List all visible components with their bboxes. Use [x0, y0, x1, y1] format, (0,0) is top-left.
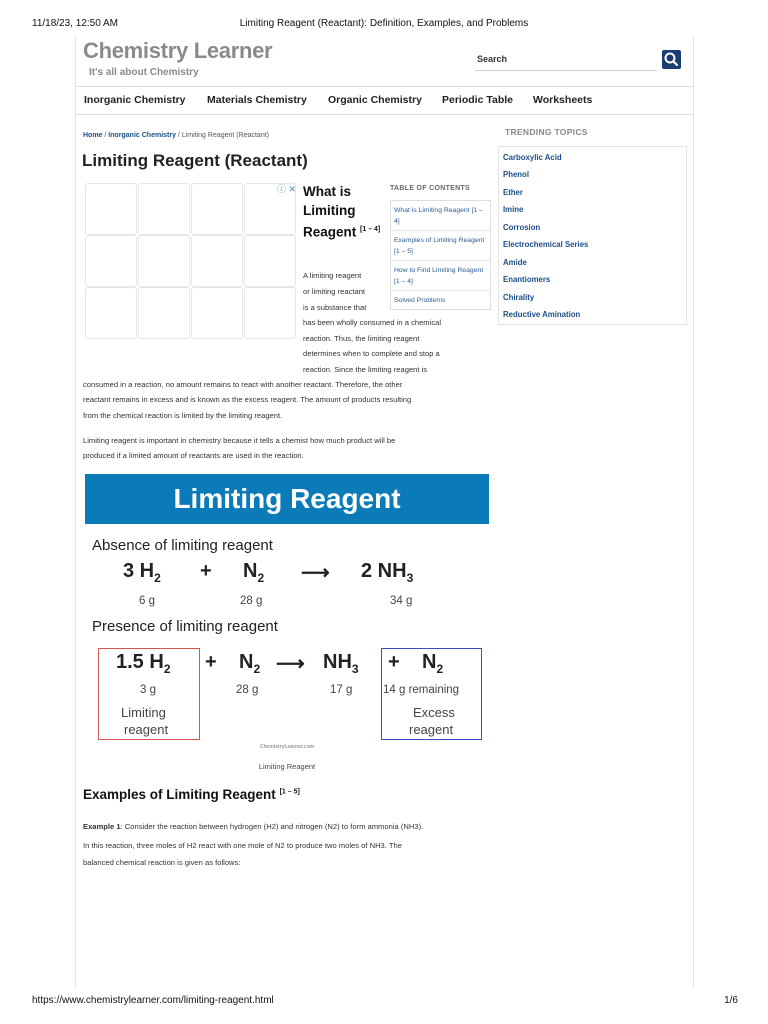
paragraph-line: has been wholly consumed in a chemical: [303, 318, 442, 327]
paragraph-line: determines when to complete and stop a: [303, 349, 440, 358]
eq2-excess: $N_2$: [422, 651, 444, 676]
paragraph-line: produced if a limited amount of reactants are used in the reaction.: [83, 451, 304, 460]
breadcrumb-home[interactable]: Home: [83, 132, 103, 139]
breadcrumb-separator: /: [102, 132, 109, 139]
section-heading-ref: [1 – 5]: [279, 788, 300, 796]
main-nav: [76, 86, 693, 115]
toc-item-what-is[interactable]: What is Limiting Reagent [1 – 4]: [391, 201, 490, 231]
section-heading-examples: [83, 787, 300, 802]
example-text: : Consider the reaction between hydrogen (H2) and nitrogen (N2) to form ammonia (NH3).: [120, 822, 424, 831]
sidebar-item-reductive-amination[interactable]: Reductive Amination: [503, 310, 581, 319]
search-input[interactable]: Search: [477, 54, 508, 64]
nav-item-materials-chemistry[interactable]: Materials Chemistry: [207, 94, 307, 106]
example-1-line: In this reaction, three moles of H2 react with one mole of N2 to produce two moles of NH3. The: [83, 841, 402, 850]
ad-tile: [138, 287, 190, 339]
eq1-mass-n2: 28 g: [240, 595, 263, 607]
search-icon: [662, 50, 681, 69]
trending-topics-list: [498, 146, 687, 325]
figure-caption: Limiting Reagent: [258, 762, 316, 771]
eq2-arrow: ⟶: [276, 653, 305, 675]
print-header: [0, 18, 768, 32]
section-heading-what-is: [303, 182, 393, 242]
eq2-plus-2: +: [388, 651, 400, 673]
eq1-arrow: ⟶: [301, 562, 330, 584]
eq2-reactant2: $N_2$: [239, 651, 261, 676]
print-datetime: 11/18/23, 12:50 AM: [32, 18, 118, 29]
search-underline: [475, 70, 657, 71]
print-url: https://www.chemistrylearner.com/limiting-reagent.html: [32, 995, 274, 1006]
sidebar-item-corrosion[interactable]: Corrosion: [503, 223, 541, 232]
toc-title: TABLE OF CONTENTS: [390, 185, 471, 192]
toc-item-examples[interactable]: Examples of Limiting Reagent [1 – 5]: [391, 231, 490, 261]
figure-watermark: ChemistryLearner.com: [260, 744, 315, 750]
print-page-number: 1/6: [724, 995, 738, 1006]
ad-tile: [138, 235, 190, 287]
paragraph-line: is a substance that: [303, 303, 367, 312]
ad-choices-icons[interactable]: [277, 182, 296, 195]
excess-label: reagent: [409, 722, 454, 737]
nav-item-worksheets[interactable]: Worksheets: [533, 94, 593, 106]
limiting-label: Limiting: [121, 705, 166, 720]
excess-label: Excess: [413, 705, 455, 720]
eq2-mass-nh3: 17 g: [330, 684, 353, 696]
eq1-reactant1: 3 $H_2$: [123, 560, 161, 585]
ad-tile: [244, 235, 296, 287]
ad-tile: [191, 287, 243, 339]
absence-heading: Absence of limiting reagent: [92, 537, 273, 554]
limiting-reagent-figure: [85, 474, 489, 756]
ad-tile: [85, 235, 137, 287]
print-doc-title: Limiting Reagent (Reactant): Definition, Examples, and Problems: [239, 18, 529, 29]
ad-tile: [191, 235, 243, 287]
paragraph-line: consumed in a reaction, no amount remains to react with another reactant. Therefore, the other: [83, 380, 403, 389]
nav-item-inorganic-chemistry[interactable]: Inorganic Chemistry: [84, 94, 186, 106]
presence-heading: Presence of limiting reagent: [92, 618, 278, 635]
ad-tile: [191, 183, 243, 235]
paragraph-line: Limiting reagent is important in chemistry because it tells a chemist how much product will be: [83, 436, 396, 445]
page-title: Limiting Reagent (Reactant): [82, 151, 308, 170]
eq2-mass-h2: 3 g: [140, 684, 156, 696]
sidebar-item-electrochemical-series[interactable]: Electrochemical Series: [503, 240, 589, 249]
paragraph-line: A limiting reagent: [303, 271, 362, 280]
section-heading-text: Examples of Limiting Reagent: [83, 787, 276, 802]
toc-item-how-to-find[interactable]: How to Find Limiting Reagent [1 – 4]: [391, 261, 490, 291]
site-logo[interactable]: Chemistry Learner: [83, 38, 273, 63]
sidebar-item-enantiomers[interactable]: Enantiomers: [503, 275, 551, 284]
ad-close-icon[interactable]: ✕: [288, 184, 297, 194]
example-1-line: balanced chemical reaction is given as follows:: [83, 858, 241, 867]
sidebar-item-amide[interactable]: Amide: [503, 258, 527, 267]
sidebar-title: TRENDING TOPICS: [505, 127, 588, 137]
example-label: Example 1: [83, 822, 121, 831]
paragraph-line: or limiting reactant: [303, 287, 366, 296]
example-1-line: [83, 819, 423, 835]
eq2-plus: +: [205, 651, 217, 673]
toc-item-solved-problems[interactable]: Solved Problems: [394, 297, 446, 304]
table-of-contents: [390, 185, 491, 310]
breadcrumb-category[interactable]: Inorganic Chemistry: [108, 132, 176, 139]
eq1-reactant2: $N_2$: [243, 560, 265, 585]
nav-item-periodic-table[interactable]: Periodic Table: [442, 94, 513, 106]
eq1-mass-nh3: 34 g: [390, 595, 413, 607]
search-button[interactable]: [662, 50, 681, 69]
paragraph-line: reaction. Since the limiting reagent is: [303, 365, 428, 374]
sidebar-item-chirality[interactable]: Chirality: [503, 293, 535, 302]
ad-tile: [85, 183, 137, 235]
eq2-mass-remaining: 14 g remaining: [383, 684, 460, 696]
breadcrumb-separator: /: [175, 132, 182, 139]
eq2-mass-n2: 28 g: [236, 684, 259, 696]
figure-banner: Limiting Reagent: [85, 474, 489, 524]
ad-tile: [138, 183, 190, 235]
ad-tile: [244, 287, 296, 339]
toc-list: [390, 200, 491, 310]
sidebar-item-carboxylic-acid[interactable]: Carboxylic Acid: [503, 153, 562, 162]
paragraph-line: reaction. Thus, the limiting reagent: [303, 334, 420, 343]
eq2-reactant1: 1.5 $H_2$: [116, 651, 171, 676]
sidebar-item-ether[interactable]: Ether: [503, 188, 523, 197]
breadcrumb-current: Limiting Reagent (Reactant): [181, 132, 269, 139]
breadcrumb: [83, 132, 269, 139]
section-heading-ref: [1 – 4]: [360, 226, 381, 233]
nav-item-organic-chemistry[interactable]: Organic Chemistry: [328, 94, 422, 106]
eq1-plus: +: [200, 560, 212, 582]
eq1-mass-h2: 6 g: [139, 595, 155, 607]
ad-tile: [85, 287, 137, 339]
sidebar-item-imine[interactable]: Imine: [503, 205, 524, 214]
limiting-label: reagent: [124, 722, 169, 737]
ad-info-icon[interactable]: ⓘ: [277, 184, 287, 194]
site-tagline: It's all about Chemistry: [89, 67, 199, 78]
section-heading-text: What is Limiting Reagent: [303, 184, 357, 240]
eq2-product: $NH_3$: [323, 651, 359, 676]
paragraph-line: from the chemical reaction is limited by the limiting reagent.: [83, 411, 283, 420]
eq1-product: 2 $NH_3$: [361, 560, 414, 585]
sidebar-item-phenol[interactable]: Phenol: [503, 170, 529, 179]
paragraph-line: reactant remains in excess and is known as the excess reagent. The amount of products resulting: [83, 395, 412, 404]
ad-placeholder[interactable]: [85, 183, 297, 339]
